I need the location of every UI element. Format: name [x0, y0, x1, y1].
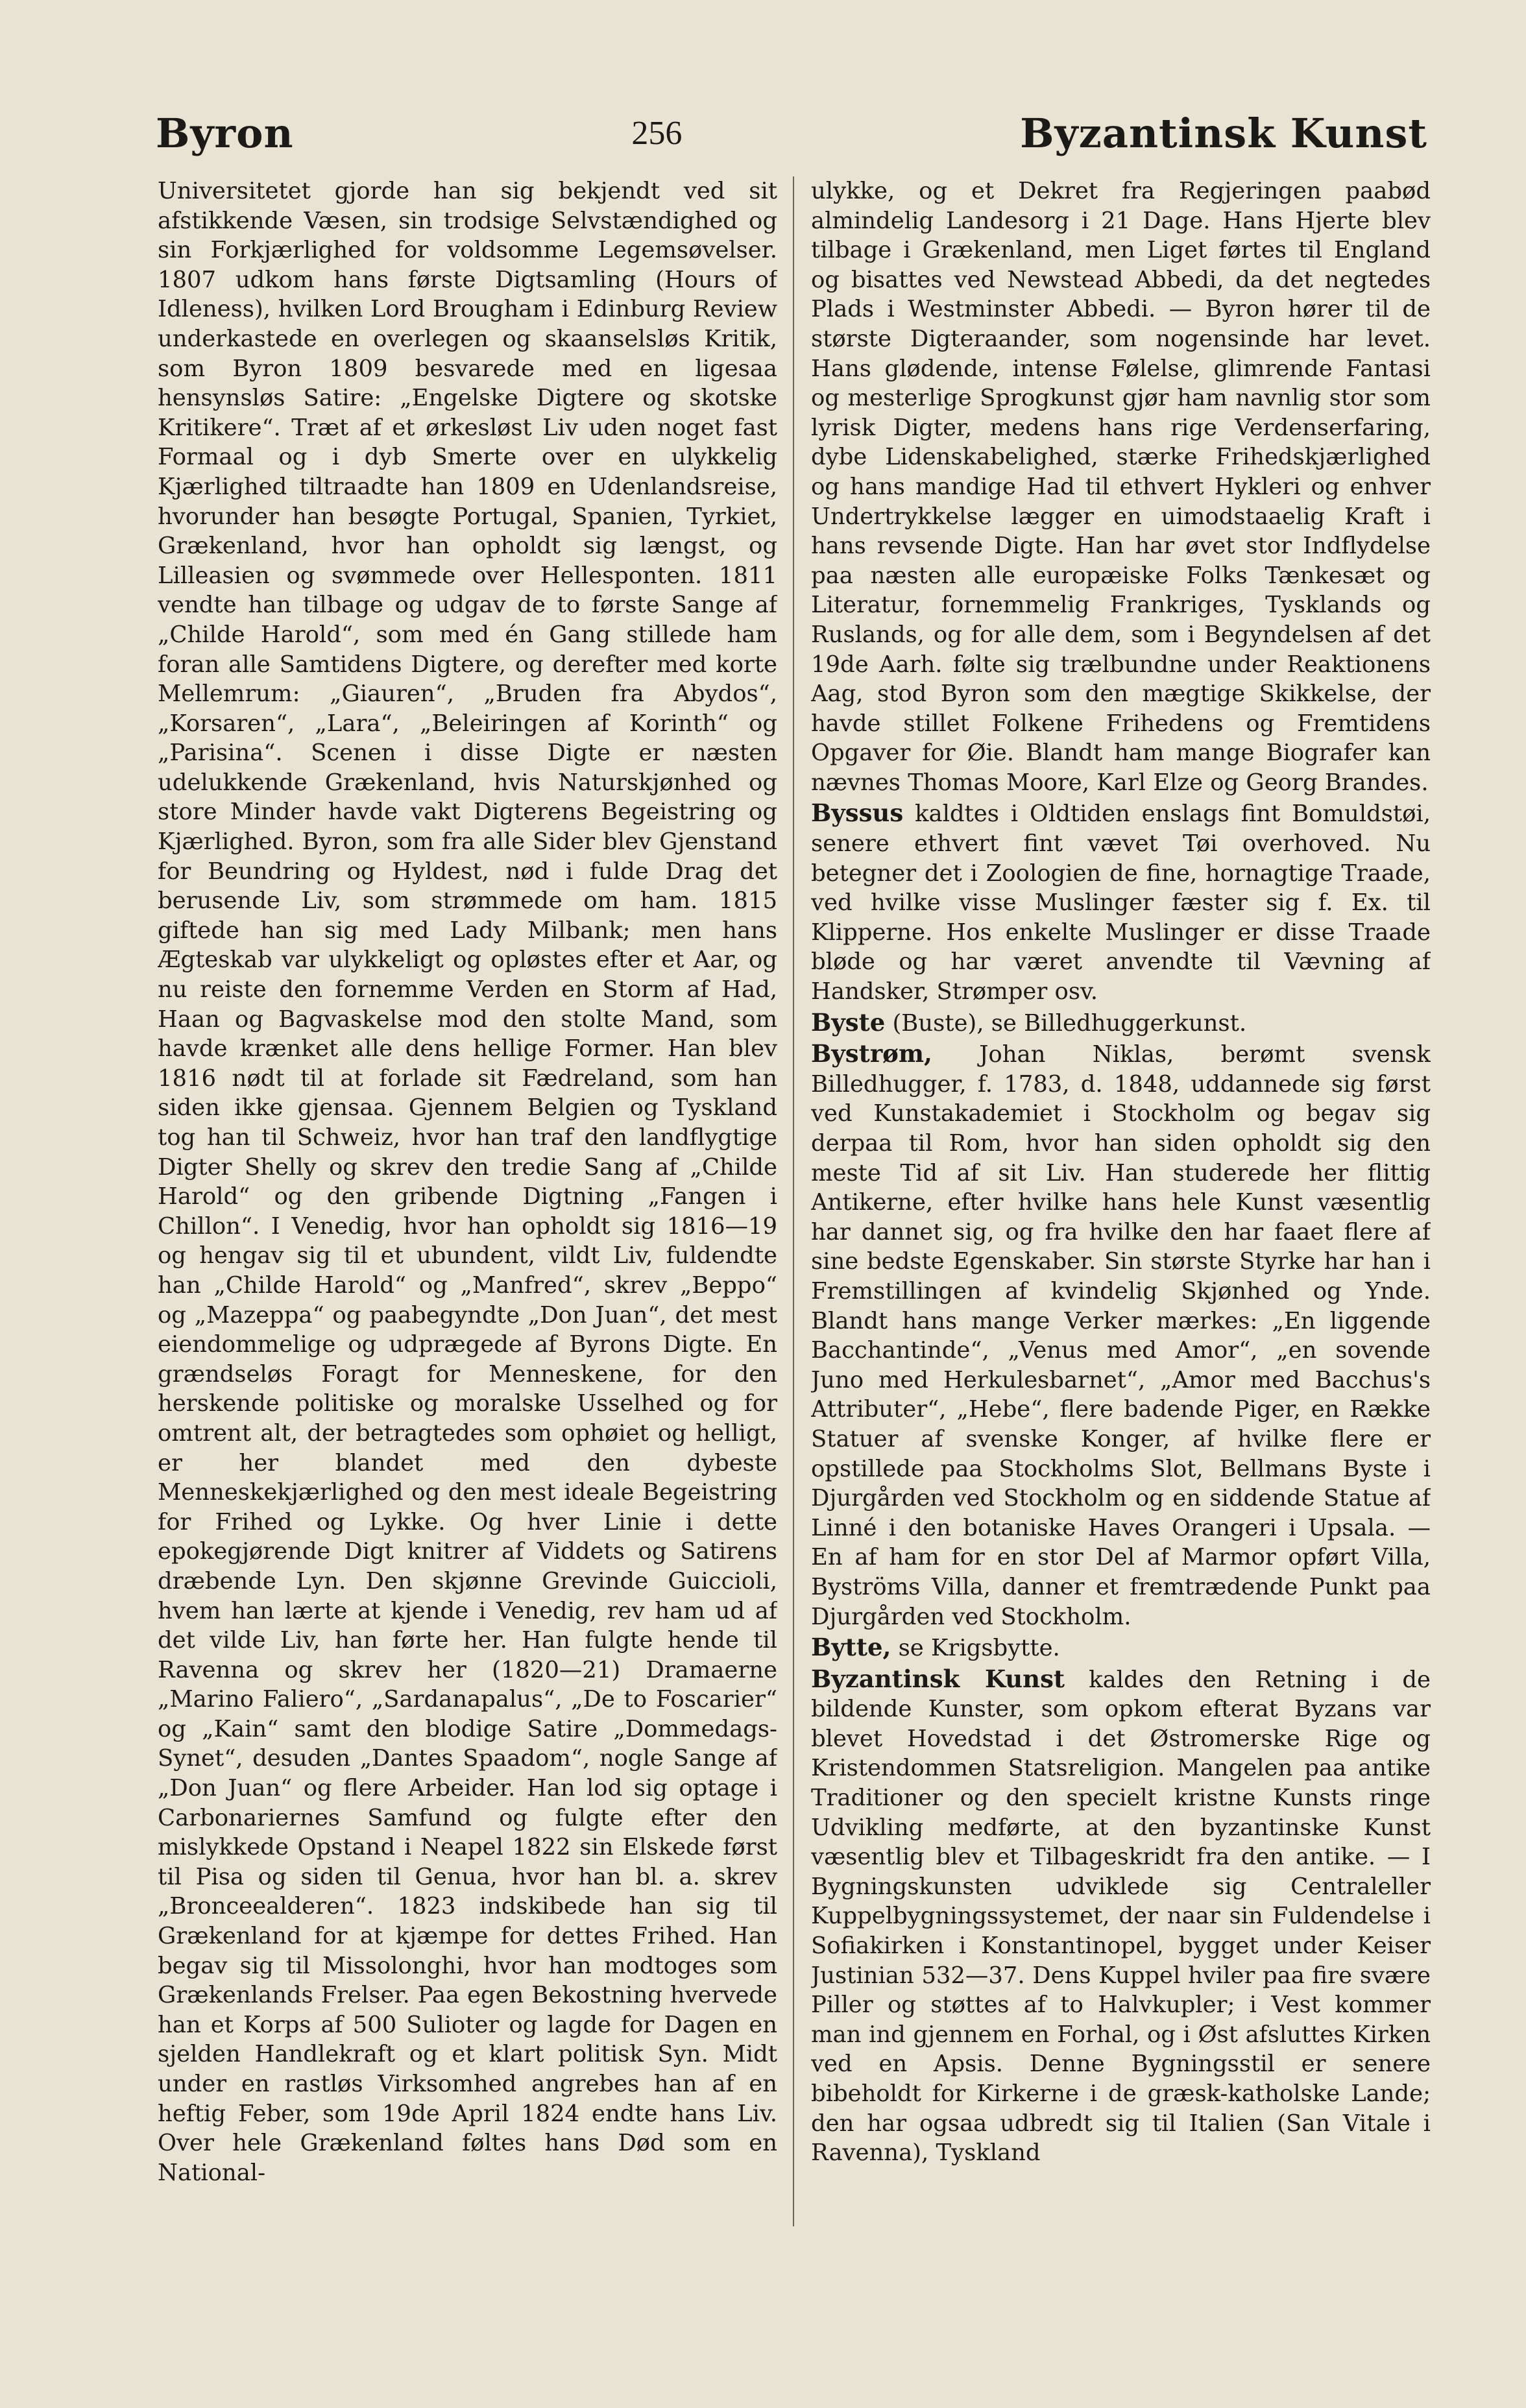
entry-text: se Krigsbytte.	[898, 1635, 1060, 1662]
byron-article-continuation: ulykke, og et Dekret fra Regjeringen paabød almindelig Landesorg i 21 Dage. Hans Hjerte blev tilbage i Grækenland, men Liget førtes til England og bisattes ved Newstead Abbedi, da det negtedes Plads i Westminster Abbedi. — Byron hører til de største Digteraander, som nogensinde har levet. Hans glødende, intense Følelse, glimrende Fantasi og mesterlige Sprogkunst gjør ham navnlig stor som lyrisk Digter, medens hans rige Verdenserfaring, dybe Lidenskabelighed, stærke Frihedskjærlighed og hans mandige Had til ethvert Hykleri og enhver Undertrykkelse lægger en uimodstaaelig Kraft i hans revsende Digte. Han har øvet stor Indflydelse paa næsten alle europæiske Folks Tænkesæt og Literatur, fornemmelig Frankriges, Tysklands og Ruslands, og for alle dem, som i Begyndelsen af det 19de Aarh. følte sig trælbundne under Reaktionens Aag, stod Byron som den mægtige Skikkelse, der havde stillet Folkene Frihedens og Fremtidens Opgaver for Øie. Blandt ham mange Biografer kan nævnes Thomas Moore, Karl Elze og Georg Brandes.	[811, 178, 1431, 796]
entry-bytte	[811, 1633, 1431, 1663]
entry-headword: Byzantinsk Kunst	[811, 1664, 1065, 1693]
entry-text: Johan Niklas, berømt svensk Billedhugger, f. 1783, d. 1848, uddannede sig først ved Kunstakademiet i Stockholm og begav sig derpaa til Rom, hvor han siden opholdt sig den meste Tid af sit Liv. Han studerede her flittig Antikerne, efter hvilke hans hele Kunst væsentlig har dannet sig, og fra hvilke den har faaet flere af sine bedste Egenskaber. Sin største Styrke har han i Fremstillingen af kvindelig Skjønhed og Ynde. Blandt hans mange Verker mærkes: „En liggende Bacchantinde“, „Venus med Amor“, „en sovende Juno med Herkulesbarnet“, „Amor med Bacchus's Attributer“, „Hebe“, flere badende Piger, en Række Statuer af svenske Konger, af hvilke flere er opstillede paa Stockholms Slot, Bellmans Byste i Djurgården ved Stockholm og en siddende Statue af Linné i den botaniske Haves Orangeri i Upsala. — En af ham for en stor Del af Marmor opført Villa, Byströms Villa, danner et fremtrædende Punkt paa Djurgården ved Stockholm.	[811, 1041, 1431, 1630]
header-left-title: Byron	[156, 109, 294, 157]
entry-headword: Byssus	[811, 799, 904, 828]
entry-headword: Bystrøm,	[811, 1039, 932, 1068]
byron-article-text: Universitetet gjorde han sig bekjendt ved sit afstikkende Væsen, sin trodsige Selvstændighed og sin Forkjærlighed for voldsomme Legemsøvelser. 1807 udkom hans første Digtsamling (Hours of Idleness), hvilken Lord Brougham i Edinburg Review underkastede en overlegen og skaanselsløs Kritik, som Byron 1809 besvarede med en ligesaa hensynsløs Satire: „Engelske Digtere og skotske Kritikere“. Træt af et ørkesløst Liv uden noget fast Formaal og i dyb Smerte over en ulykkelig Kjærlighed tiltraadte han 1809 en Udenlandsreise, hvorunder han besøgte Portugal, Spanien, Tyrkiet, Grækenland, hvor han opholdt sig længst, og Lilleasien og svømmede over Hellesponten. 1811 vendte han tilbage og udgav de to første Sange af „Childe Harold“, som med én Gang stillede ham foran alle Samtidens Digtere, og derefter med korte Mellemrum: „Giauren“, „Bruden fra Abydos“, „Korsaren“, „Lara“, „Beleiringen af Korinth“ og „Parisina“. Scenen i disse Digte er næsten udelukkende Grækenland, hvis Naturskjønhed og store Minder havde vakt Digterens Begeistring og Kjærlighed. Byron, som fra alle Sider blev Gjenstand for Beundring og Hyldest, nød i fulde Drag det berusende Liv, som strømmede om ham. 1815 giftede han sig med Lady Milbank; men hans Ægteskab var ulykkeligt og opløstes efter et Aar, og nu reiste den fornemme Verden en Storm af Had, Haan og Bagvaskelse mod den stolte Mand, som havde krænket alle dens hellige Former. Han blev 1816 nødt til at forlade sit Fædreland, som han siden ikke gjensaa. Gjennem Belgien og Tyskland tog han til Schweiz, hvor han traf den landflygtige Digter Shelly og skrev den tredie Sang af „Childe Harold“ og den gribende Digtning „Fangen i Chillon“. I Venedig, hvor han opholdt sig 1816—19 og hengav sig til et ubundent, vildt Liv, fuldendte han „Childe Harold“ og „Manfred“, skrev „Beppo“ og „Mazeppa“ og paabegyndte „Don Juan“, det mest eiendommelige og udprægede af Byrons Digte. En grændseløs Foragt for Menneskene, for den herskende politiske og moralske Usselhed og for omtrent alt, der betragtedes som ophøiet og helligt, er her blandet med den dybeste Menneskekjærlighed og den mest ideale Begeistring for Frihed og Lykke. Og hver Linie i dette epokegjørende Digt knitrer af Viddets og Satirens dræbende Lyn. Den skjønne Grevinde Guiccioli, hvem han lærte at kjende i Venedig, rev ham ud af det vilde Liv, han førte her. Han fulgte hende til Ravenna og skrev her (1820—21) Dramaerne „Marino Faliero“, „Sardanapalus“, „De to Foscarier“ og „Kain“ samt den blodige Satire „Dommedags-Synet“, desuden „Dantes Spaadom“, nogle Sange af „Don Juan“ og flere Arbeider. Han lod sig optage i Carbonariernes Samfund og fulgte efter den mislykkede Opstand i Neapel 1822 sin Elskede først til Pisa og siden til Genua, hvor han bl. a. skrev „Bronceealderen“. 1823 indskibede han sig til Grækenland for at kjæmpe for dettes Frihed. Han begav sig til Missolonghi, hvor han modtoges som Grækenlands Frelser. Paa egen Bekostning hvervede han et Korps af 500 Sulioter og lagde for Dagen en sjelden Handlekraft og et klart politisk Syn. Midt under en rastløs Virksomhed angrebes han af en heftig Feber, som 19de April 1824 endte hans Liv. Over hele Grækenland føltes hans Død som en National-	[158, 178, 777, 2186]
entry-headword: Bytte,	[811, 1633, 891, 1662]
entry-bystrom	[811, 1039, 1431, 1631]
running-header	[156, 104, 1427, 162]
column-divider	[793, 176, 794, 2226]
entry-byssus	[811, 799, 1431, 1006]
entry-text: kaldtes i Oldtiden enslags fint Bomuldstøi, senere ethvert fint vævet Tøi overhoved. Nu betegner det i Zoologien de fine, hornagtige Traade, ved hvilke visse Muslinger fæster sig f. Ex. til Klipperne. Hos enkelte Muslinger er disse Traade bløde og har været anvendte til Vævning af Handsker, Strømper osv.	[811, 801, 1431, 1005]
entry-text: kaldes den Retning i de bildende Kunster, som opkom efterat Byzans var blevet Hovedstad i det Østromerske Rige og Kristendommen Statsreligion. Mangelen paa antike Traditioner og den specielt kristne Kunsts ringe Udvikling medførte, at den byzantinske Kunst væsentlig blev et Tilbageskridt fra den antike. — I Bygningskunsten udviklede sig Centraleller Kuppelbygningssystemet, der naar sin Fuldendelse i Sofiakirken i Konstantinopel, bygget under Keiser Justinian 532—37. Dens Kuppel hviler paa fire svære Piller og støttes af to Halvkupler; i Vest kommer man ind gjennem en Forhal, og i Øst afsluttes Kirken ved en Apsis. Denne Bygningsstil er senere bibeholdt for Kirkerne i de græsk-katholske Lande; den har ogsaa udbredt sig til Italien (San Vitale i Ravenna), Tyskland	[811, 1666, 1431, 2167]
entry-text: (Buste), se Billedhuggerkunst.	[892, 1009, 1247, 1037]
entry-byzantinsk-kunst	[811, 1665, 1431, 2168]
right-column	[811, 176, 1431, 2226]
left-column	[158, 176, 777, 2226]
entry-headword: Byste	[811, 1007, 886, 1037]
entry-byste	[811, 1008, 1431, 1039]
header-right-title: Byzantinsk Kunst	[1020, 109, 1427, 157]
page-number: 256	[631, 114, 683, 152]
